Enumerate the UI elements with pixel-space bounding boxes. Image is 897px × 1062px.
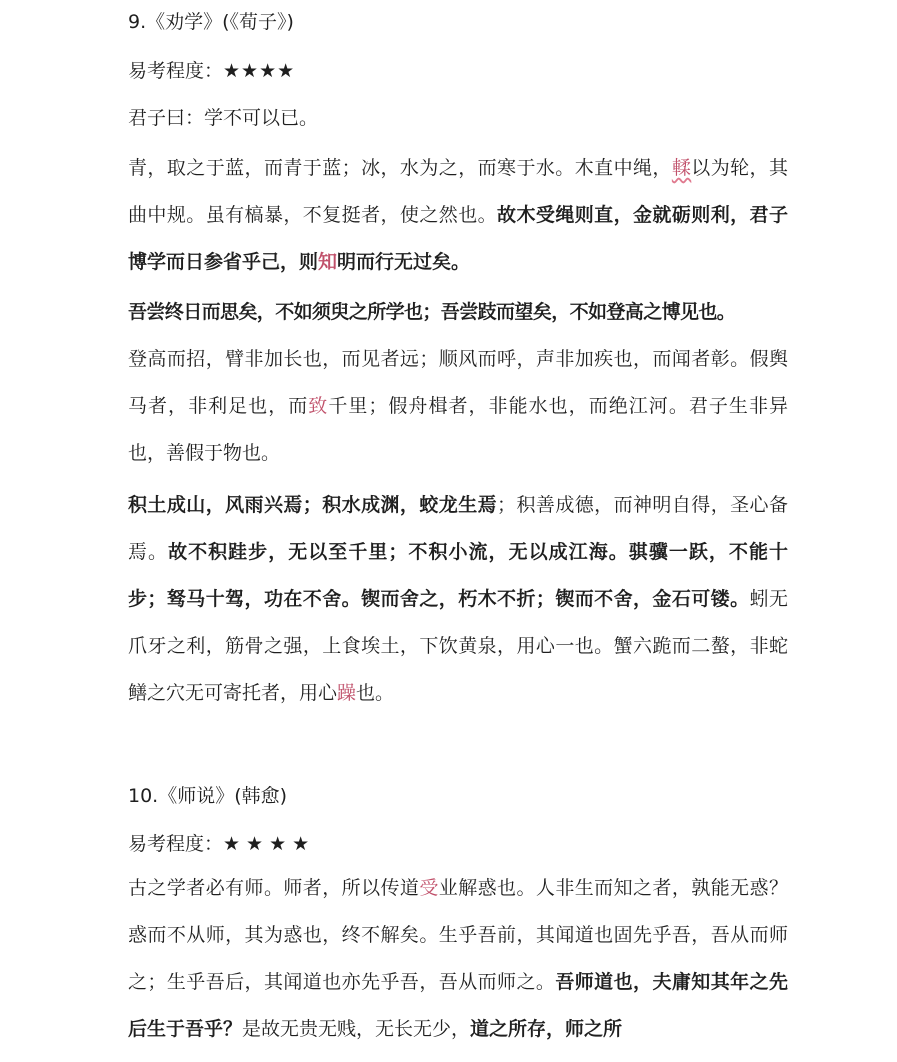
text-run: 蚓无爪牙之利，筋骨之强，上食埃土，下饮黄泉，用心一也。蟹六跪而二螯，非蛇鳝之穴无可寄托者，用心 — [128, 588, 788, 704]
rating-label: 易考程度： — [128, 833, 224, 855]
highlighted-character: 致 — [308, 395, 329, 417]
star-rating-icon: ★★★★ — [223, 60, 296, 82]
section-10-rating — [128, 833, 788, 855]
bold-text-run: 吾师道也，夫庸知其年之先后生于吾乎？ — [128, 971, 788, 1040]
text-run: 业解惑也。人非生而知之者，孰能无惑？惑而不从师，其为惑也，终不解矣。生乎吾前，其闻道也固先乎吾，吾从而师之；生乎吾后，其闻道也亦先乎吾，吾从而师之。 — [128, 877, 788, 993]
section-9-title: 9.《劝学》(《荀子》) — [128, 11, 294, 33]
text-run: ；积善成德，而神明自得，圣心备焉。 — [128, 494, 788, 563]
section-9-paragraph-1: 君子曰：学不可以已。 — [128, 107, 319, 129]
highlighted-character: 知 — [318, 251, 338, 273]
highlighted-character: 受 — [419, 877, 439, 899]
text-run: 以为轮，其曲中规。虽有槁暴，不复挺者，使之然也。 — [128, 157, 788, 226]
rating-label: 易考程度： — [128, 60, 224, 82]
section-9-paragraph-4 — [128, 336, 788, 477]
section-10-paragraph-1 — [128, 865, 788, 1053]
bold-text-run: 故不积跬步，无以至千里；不积小流，无以成江海。骐骥一跃，不能十步；驽马十驾，功在不舍。锲而舍之，朽木不折；锲而不舍，金石可镂。 — [128, 541, 788, 610]
section-9-paragraph-3: 吾尝终日而思矣，不如须臾之所学也；吾尝跂而望矣，不如登高之博见也。 — [128, 301, 736, 323]
bold-text-run: 积土成山，风雨兴焉；积水成渊，蛟龙生焉 — [128, 494, 498, 516]
text-run: 青，取之于蓝，而青于蓝；冰，水为之，而寒于水。木直中绳， — [128, 157, 672, 179]
star-rating-icon: ★★★★ — [223, 833, 316, 855]
section-9-rating — [128, 60, 788, 82]
text-run: 是故无贵无贱，无长无少， — [242, 1018, 471, 1040]
text-run: 千里；假舟楫者，非能水也，而绝江河。君子生非异也，善假于物也。 — [128, 395, 788, 464]
section-9-paragraph-5 — [128, 482, 788, 717]
bold-text-run: 故木受绳则直，金就砺则利，君子博学而日参省乎己，则 — [128, 204, 788, 273]
text-run: 也。 — [356, 682, 395, 704]
section-10-title: 10.《师说》(韩愈) — [128, 785, 288, 807]
text-run: 古之学者必有师。师者，所以传道 — [128, 877, 420, 899]
highlighted-character: 躁 — [337, 682, 357, 704]
highlighted-character: 輮 — [671, 157, 692, 179]
bold-text-run: 明而行无过矣。 — [337, 251, 471, 273]
section-9-paragraph-2 — [128, 145, 788, 286]
bold-text-run: 道之所存，师之所 — [470, 1018, 623, 1040]
text-run: 登高而招，臂非加长也，而见者远；顺风而呼，声非加疾也，而闻者彰。假舆马者，非利足也，而 — [128, 348, 788, 417]
